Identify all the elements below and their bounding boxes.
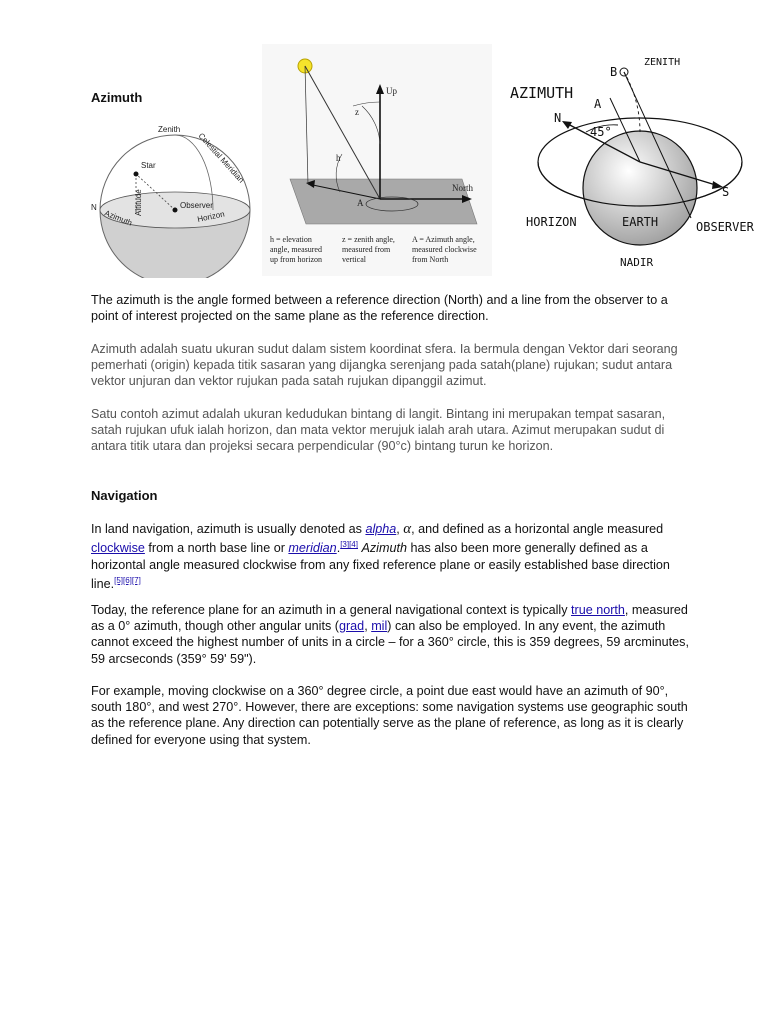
altitude-label: Altitude (134, 189, 143, 216)
observer-label: Observer (180, 201, 213, 210)
a-fig3-label: A (594, 97, 602, 111)
s-label: S (722, 185, 730, 199)
azimuth-heading: Azimuth (91, 90, 143, 105)
caption-z-line3: vertical (342, 255, 366, 264)
north-label: N (91, 203, 97, 212)
reference-link-3-4[interactable]: [3][4] (340, 540, 358, 550)
nav1-text: , and defined as a horizontal angle measured (411, 522, 664, 536)
mil-link[interactable]: mil (371, 619, 388, 634)
paragraph-navigation-1 (91, 521, 691, 592)
paragraph-malay-1: Azimuth adalah suatu ukuran sudut dalam sistem koordinat sfera. Ia bermula dengan Vektor dari seorang pemerhati (origin) kepada titik sasaran yang dijangka serenjang pada satah(plane) rujukan; sudut antara vektor unjuran dan vektor rujukan pada satah rujukan dipanggil azimut. (91, 342, 678, 389)
paragraph-navigation-3: For example, moving clockwise on a 360° degree circle, a point due east would have an azimuth of 90°, south 180°, and west 270°. However, there are exceptions: some navigation systems use geographic south as the reference plane. Any direction can potentially serve as the plane of reference, as long as it is clearly defined for everyone using that system. (91, 684, 688, 747)
observer-point (173, 208, 178, 213)
alpha-symbol: α (403, 521, 412, 537)
north-fig-label: North (452, 183, 473, 193)
caption-h-line3: up from horizon (270, 255, 322, 264)
nav1-text: . (336, 541, 341, 556)
azimuth-italic: Azimuth (361, 541, 407, 556)
paragraph-malay-2: Satu contoh azimut adalah ukuran kedudukan bintang di langit. Bintang ini merupakan tempat sasaran, satah rujukan ufuk ialah horizon, dan mata vektor merujuk ialah arah utara. Azimut merupakan sudut di antara titik utara dan projeksi secara perpendicular (90°c) bintang turun ke horizon. (91, 407, 666, 454)
caption-z-line1: z = zenith angle, (342, 235, 395, 244)
zenith-fig3-label: ZENITH (644, 57, 681, 68)
nav2-text: , measured as a 0° azimuth, though other angular units ( (91, 603, 688, 634)
true-north-link[interactable]: true north (571, 603, 625, 617)
earth-label: EARTH (622, 215, 659, 229)
a-label: A (357, 198, 364, 208)
up-label: Up (386, 86, 397, 96)
nav2-text: Today, the reference plane for an azimuth in a general navigational context is typically (91, 603, 572, 617)
paragraph-navigation-2 (91, 602, 691, 667)
caption-h-line1: h = elevation (270, 235, 312, 244)
horizon-label: Horizon (196, 209, 226, 224)
caption-a-line3: from North (412, 255, 449, 264)
nav1-text: In land navigation, azimuth is usually denoted as (91, 522, 366, 536)
caption-a-line2: measured clockwise (412, 245, 477, 254)
caption-h-line2: angle, measured (270, 245, 322, 254)
nav1-text: has also been more generally defined as a horizontal angle measured clockwise from any fixed reference plane or easily established base direction line. (91, 541, 670, 591)
z-label: z (355, 107, 359, 117)
horizontal-coordinate-figure (262, 44, 492, 276)
nadir-label: NADIR (620, 256, 654, 269)
navigation-heading: Navigation (91, 488, 158, 503)
star-point (134, 172, 139, 177)
horizon-fig3-label: HORIZON (526, 215, 577, 229)
deg-label: 45° (590, 125, 612, 139)
n-fig3-label: N (554, 111, 562, 125)
caption-z-line2: measured from (342, 245, 391, 254)
zenith-label: Zenith (158, 125, 181, 134)
azimuth-earth-figure (506, 50, 762, 272)
nav2-text: , (364, 619, 372, 634)
clockwise-link[interactable]: clockwise (91, 541, 145, 556)
celestial-sphere-figure (88, 118, 258, 278)
nav1-text: , (396, 522, 404, 536)
azimuth-fig3-label: AZIMUTH (510, 84, 574, 102)
h-label: h (336, 153, 341, 163)
star-label: Star (141, 161, 156, 170)
paragraph-definition: The azimuth is the angle formed between a reference direction (North) and a line from the observer to a point of interest projected on the same plane as the reference direction. (91, 293, 668, 324)
alpha-link[interactable]: alpha (365, 522, 397, 536)
grad-link[interactable]: grad (338, 619, 365, 634)
celestial-meridian-label: Celestial Meridian (196, 131, 246, 185)
b-label: B (610, 65, 618, 79)
observer-fig3-label: OBSERVER (696, 220, 754, 234)
azimuth-fig-label: Azimuth (103, 208, 134, 228)
meridian-link[interactable]: meridian (288, 541, 337, 556)
nav1-text: from a north base line or (144, 541, 289, 556)
nav2-text: ) can also be employed. In any event, the azimuth cannot exceed the highest number of units in a circle – for a 360° circle, this is 359 degrees, 59 arcminutes, 59 arcseconds (359° 59' 59"). (91, 619, 689, 666)
reference-link-5-6-7[interactable]: [5][6][7] (114, 575, 141, 585)
caption-a-line1: A = Azimuth angle, (412, 235, 475, 244)
